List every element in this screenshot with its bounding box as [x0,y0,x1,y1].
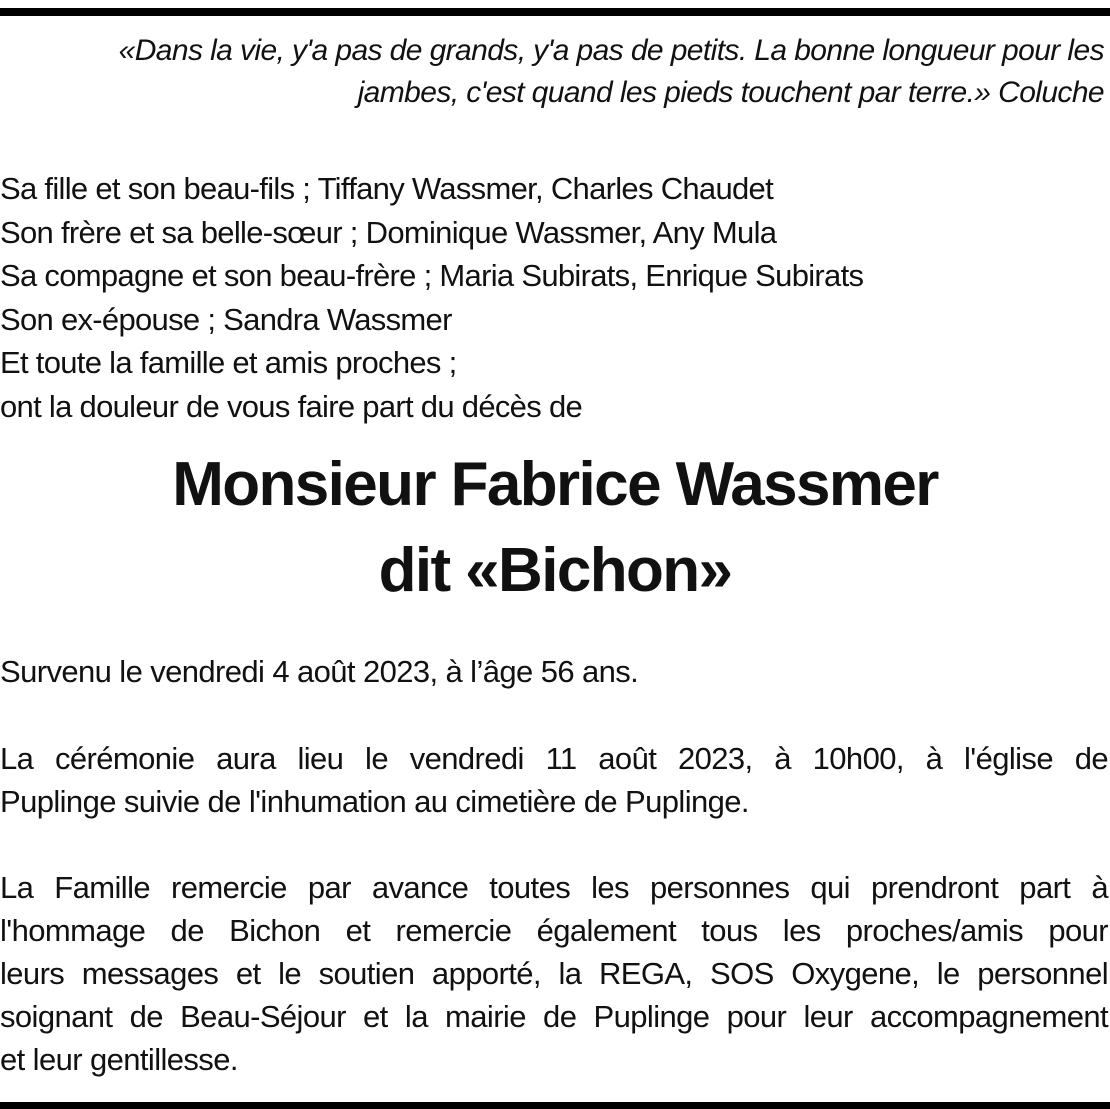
quote-line: jambes, c'est quand les pieds touchent par terre.» Coluche [357,76,1104,109]
deceased-name: Monsieur Fabrice Wassmer [172,450,938,519]
ceremony-paragraph [0,737,1108,823]
bottom-rule [0,1102,1110,1109]
ceremony-line: Puplinge suivie de l'inhumation au cimetière de Puplinge. [0,784,749,819]
family-line: Sa fille et son beau-fils ; Tiffany Wassmer, Charles Chaudet [0,171,773,206]
deceased-nickname: dit «Bichon» [378,536,732,605]
thanks-line: et leur gentillesse. [0,1042,238,1077]
thanks-line: leurs messages et le soutien apporté, la REGA, SOS Oxygene, le personnel [0,956,1108,991]
announcement-line: ont la douleur de vous faire part du décès de [0,388,583,424]
thanks-line: l'hommage de Bichon et remercie également tous les proches/amis pour [0,913,1108,948]
quote-line: «Dans la vie, y'a pas de grands, y'a pas de petits. La bonne longueur pour les [118,34,1104,67]
deceased-name-block [0,442,1110,614]
top-rule [0,8,1110,16]
death-date-paragraph [0,650,1108,693]
family-line: Son ex-épouse ; Sandra Wassmer [0,301,452,337]
thanks-line: soignant de Beau-Séjour et la mairie de Puplinge pour leur accompagnement [0,999,1108,1034]
death-date-line: Survenu le vendredi 4 août 2023, à l’âge 56 ans. [0,654,639,689]
family-line: Et toute la famille et amis proches ; [0,345,457,381]
family-line: Sa compagne et son beau-frère ; Maria Subirats, Enrique Subirats [0,258,864,294]
epigraph-quote [24,30,1104,114]
family-list [0,167,863,429]
ceremony-line: La cérémonie aura lieu le vendredi 11 août 2023, à 10h00, à l'église de [0,741,1108,776]
family-line: Son frère et sa belle-sœur ; Dominique Wassmer, Any Mula [0,214,777,250]
thanks-line: La Famille remercie par avance toutes les personnes qui prendront part à [0,870,1108,905]
thanks-paragraph [0,866,1108,1081]
